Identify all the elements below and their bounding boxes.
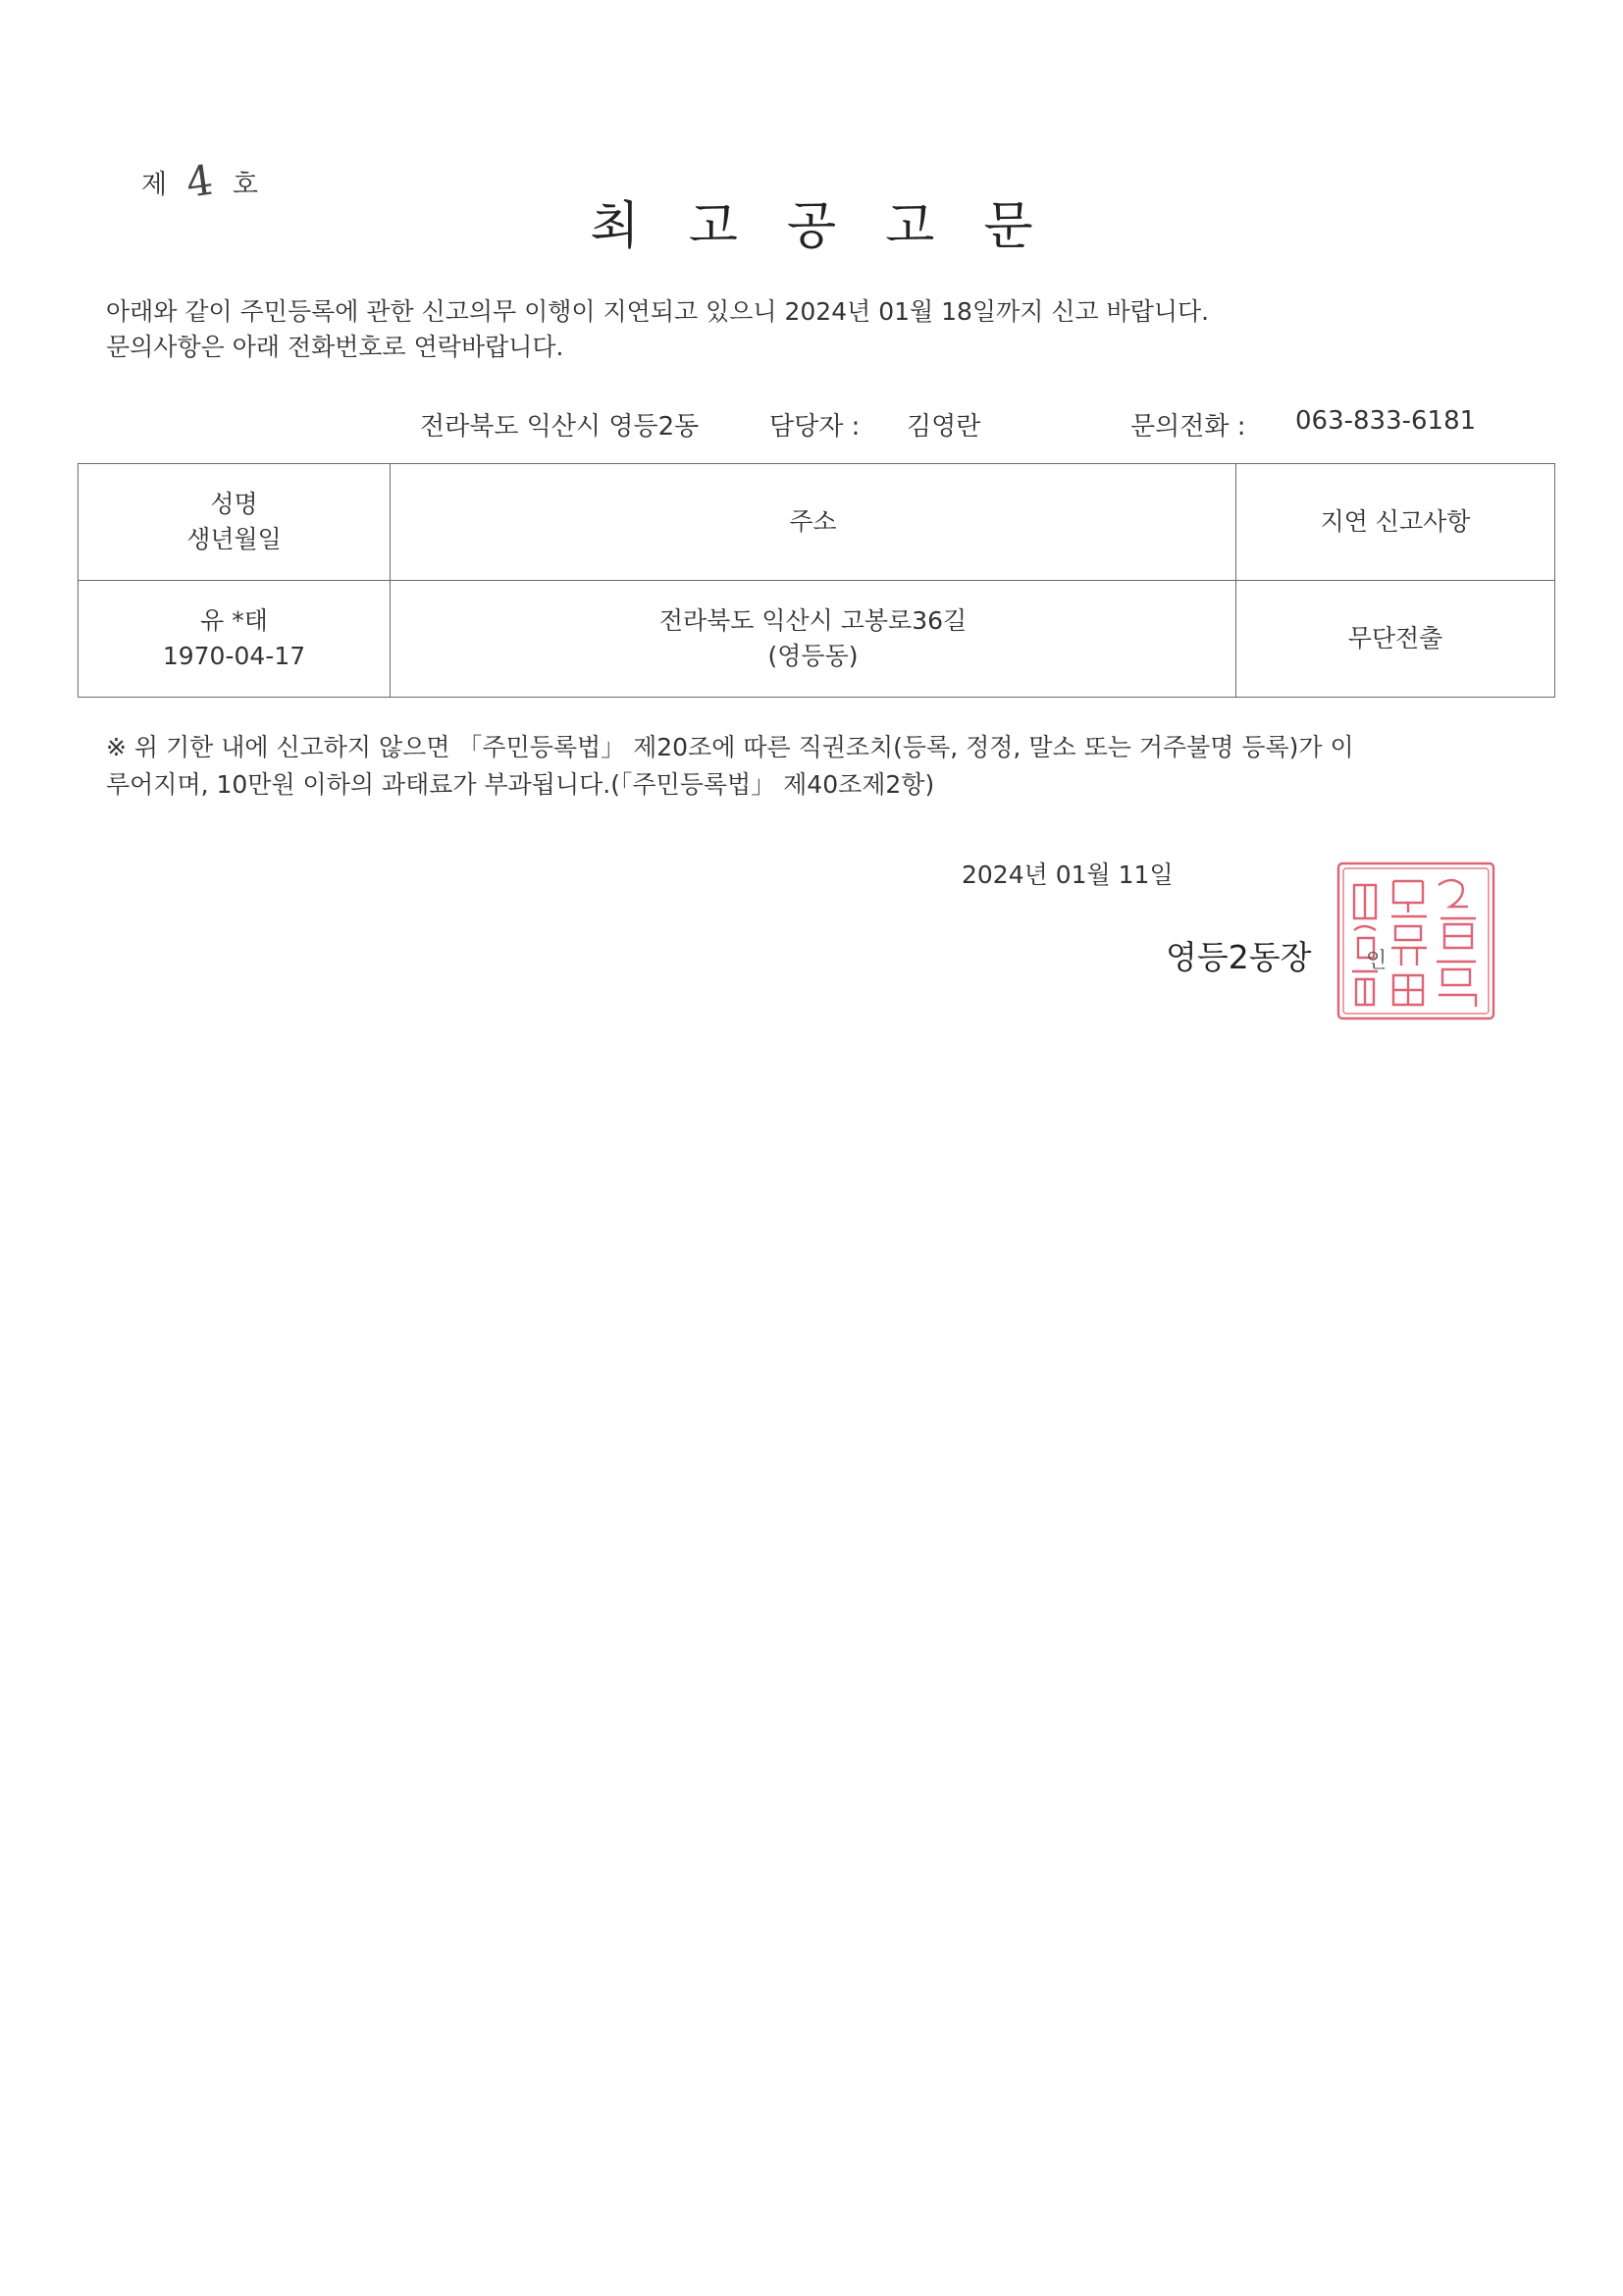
cell-report: 무단전출	[1236, 581, 1555, 698]
contact-department: 전라북도 익산시 영등2동	[420, 412, 700, 442]
official-seal-stamp	[1333, 856, 1501, 1024]
document-number-suffix: 호	[232, 170, 260, 200]
intro-line-1: 아래와 같이 주민등록에 관한 신고의무 이행이 지연되고 있으니 2024년 01월 18일까지 신고 바랍니다.	[106, 297, 1210, 326]
cell-address-line-2: (영등동)	[767, 642, 859, 670]
issue-date: 2024년 01월 11일	[962, 861, 1174, 889]
signer-title: 영등2동장	[1166, 938, 1312, 976]
header-name: 성명	[210, 490, 258, 518]
seal-graphic	[1333, 856, 1501, 1024]
intro-paragraph	[106, 294, 1209, 365]
notice-table	[78, 463, 1555, 698]
contact-manager-name: 김영란	[907, 412, 981, 442]
document-number-handwritten: 4	[183, 155, 219, 207]
header-address: 주소	[391, 464, 1236, 581]
header-name-birth	[79, 464, 391, 581]
document-title: 최고공고문	[590, 197, 1082, 256]
header-birth: 생년월일	[186, 525, 282, 553]
header-report: 지연 신고사항	[1236, 464, 1555, 581]
cell-address	[391, 581, 1236, 698]
table-row	[79, 581, 1555, 698]
contact-manager-label: 담당자 :	[769, 412, 861, 442]
cell-address-line-1: 전라북도 익산시 고봉로36길	[658, 606, 968, 635]
remark-line-1: ※ 위 기한 내에 신고하지 않으면 「주민등록법」 제20조에 따른 직권조치(등록, 정정, 말소 또는 거주불명 등록)가 이	[106, 733, 1354, 761]
contact-phone: 063-833-6181	[1295, 406, 1477, 436]
intro-line-2: 문의사항은 아래 전화번호로 연락바랍니다.	[106, 333, 564, 361]
remark-paragraph	[106, 729, 1544, 804]
cell-name-birth	[79, 581, 391, 698]
document-number-prefix: 제	[141, 170, 170, 200]
remark-line-2: 루어지며, 10만원 이하의 과태료가 부과됩니다.(「주민등록법」 제40조제2항)	[106, 770, 935, 799]
seal-mark-label: 인	[1366, 949, 1387, 973]
cell-name: 유 *태	[200, 606, 268, 635]
cell-birth: 1970-04-17	[162, 642, 306, 670]
contact-phone-label: 문의전화 :	[1130, 412, 1246, 442]
table-header-row	[79, 464, 1555, 581]
